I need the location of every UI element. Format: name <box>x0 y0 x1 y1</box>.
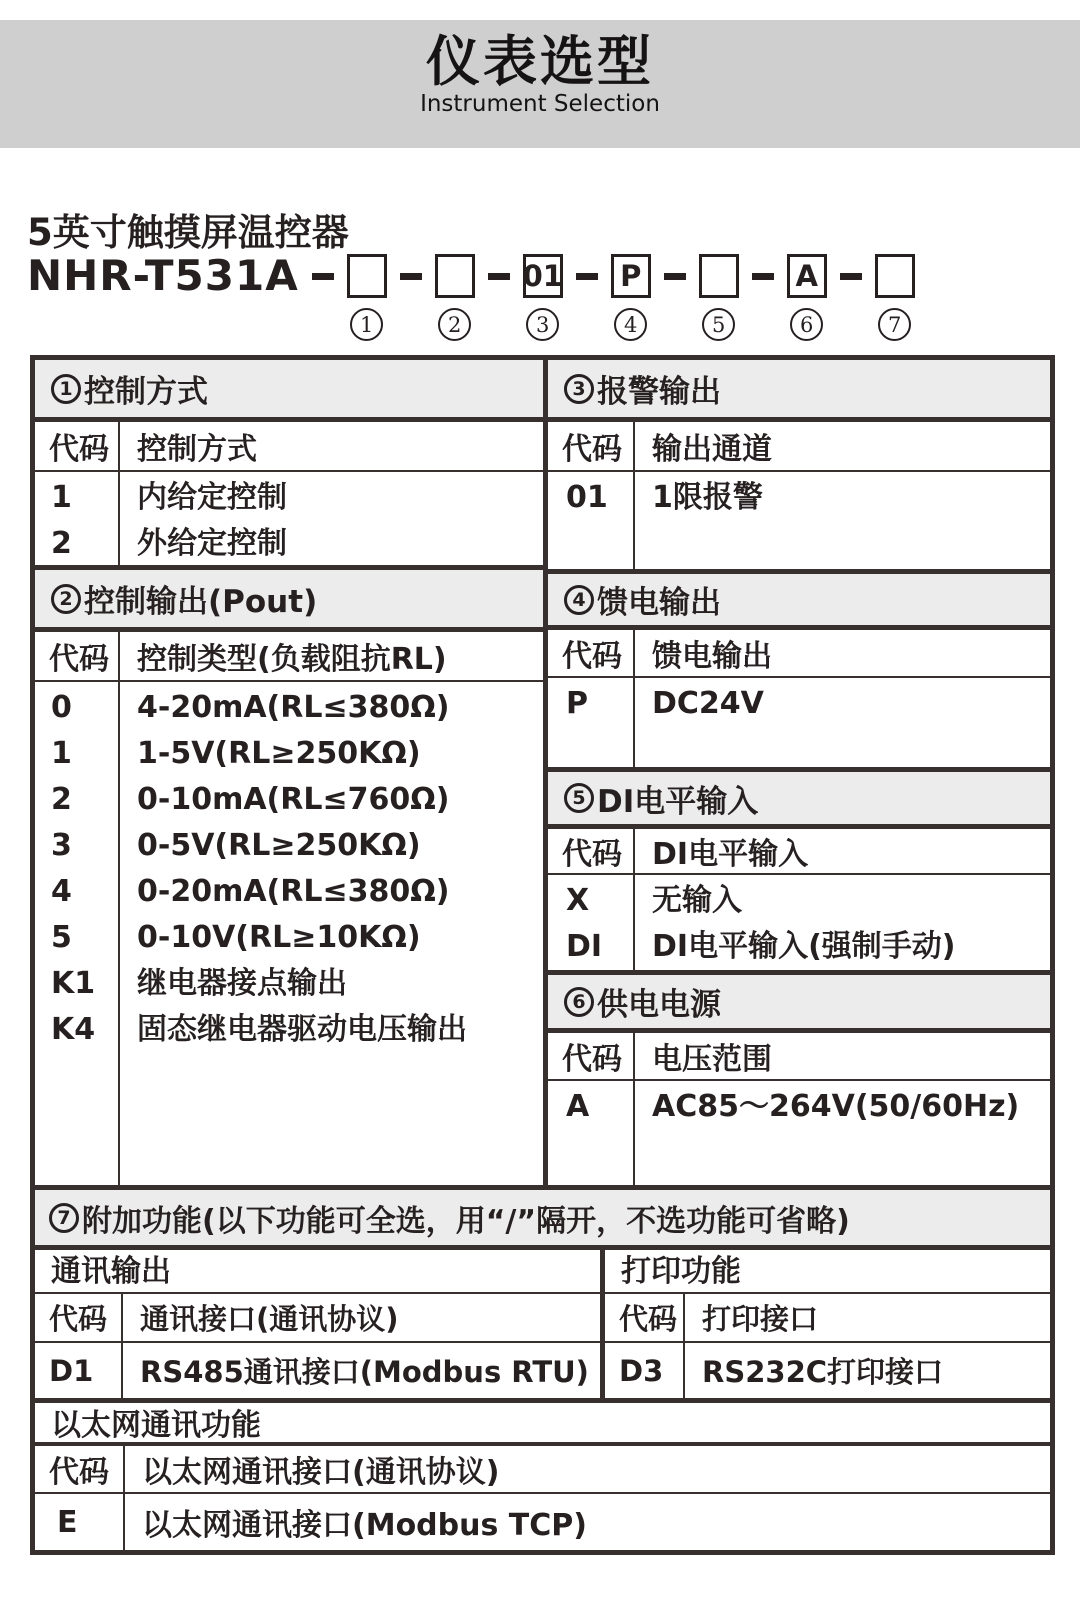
desc-cell: 固态继电器驱动电压输出 <box>137 1012 467 1047</box>
code-column-header: 代码 <box>548 829 635 873</box>
column-header-row <box>605 1294 1050 1343</box>
circled-number: 3 <box>564 374 594 404</box>
circled-number: 7 <box>49 1203 79 1233</box>
code-cell: 2 <box>51 526 72 561</box>
model-code-box: P <box>611 254 651 298</box>
code-cell: 5 <box>51 920 72 955</box>
model-slot-4 <box>611 254 651 341</box>
code-cells <box>548 472 635 569</box>
column-header-row <box>548 829 1050 875</box>
right-column <box>548 360 1050 1185</box>
section-header-control-output <box>35 570 543 632</box>
desc-cell: 4-20mA(RL≤380Ω) <box>137 690 450 725</box>
section-rows <box>35 1494 1050 1550</box>
code-cell: K1 <box>51 966 96 1001</box>
model-slot-1 <box>347 254 387 341</box>
section-header-di-input <box>548 772 1050 829</box>
desc-cell: DC24V <box>652 686 764 721</box>
section-header-power-supply <box>548 975 1050 1033</box>
desc-cells <box>120 472 543 565</box>
code-cell: P <box>566 686 588 721</box>
position-marker: 3 <box>526 308 559 341</box>
column-header-row <box>548 422 1050 472</box>
dash-separator <box>752 273 774 280</box>
desc-column-header: 输出通道 <box>652 432 772 467</box>
page-subtitle: Instrument Selection <box>420 91 660 118</box>
dash-separator <box>664 273 686 280</box>
position-marker: 2 <box>438 308 471 341</box>
code-column-header: 代码 <box>548 422 635 470</box>
section-header-control-mode <box>35 360 543 422</box>
model-code-box <box>699 254 739 298</box>
section-header-alarm-output <box>548 360 1050 422</box>
code-column-header: 代码 <box>35 422 120 470</box>
code-cell: E <box>35 1494 125 1550</box>
code-cells <box>548 678 635 767</box>
code-cells <box>548 875 635 970</box>
section-rows <box>35 682 543 1185</box>
section-rows <box>548 472 1050 574</box>
position-marker: 1 <box>350 308 383 341</box>
code-column-header: 代码 <box>548 1033 635 1079</box>
product-name: 5英寸触摸屏温控器 <box>27 211 349 254</box>
column-header-row <box>548 1033 1050 1081</box>
model-slot-6 <box>787 254 827 341</box>
section-title: 附加功能(以下功能可全选，用“/”隔开，不选功能可省略) <box>82 1203 850 1239</box>
code-cells <box>548 1081 635 1185</box>
code-cell: 3 <box>51 828 72 863</box>
code-cell: K4 <box>51 1012 96 1047</box>
code-cell: D1 <box>35 1343 123 1398</box>
desc-cell: DI电平输入(强制手动) <box>652 929 956 964</box>
desc-cell: 内给定控制 <box>137 480 287 515</box>
model-slot-2 <box>435 254 475 341</box>
group-title: 通讯输出 <box>35 1250 600 1294</box>
section-title: 报警输出 <box>597 374 721 410</box>
code-cell: 1 <box>51 480 72 515</box>
model-slot-5 <box>699 254 739 341</box>
desc-cells <box>635 472 1050 569</box>
print-function-block <box>605 1250 1050 1398</box>
desc-cells <box>120 682 543 1185</box>
column-header-row <box>548 630 1050 678</box>
section-header-feed-output <box>548 574 1050 630</box>
code-column-header: 代码 <box>35 1294 123 1341</box>
group-title: 打印功能 <box>605 1250 1050 1294</box>
section-title: 控制输出(Pout) <box>84 584 318 620</box>
dash-separator <box>576 273 598 280</box>
desc-cell: 1-5V(RL≥250KΩ) <box>137 736 421 771</box>
model-code-box: A <box>787 254 827 298</box>
code-cell: 4 <box>51 874 72 909</box>
desc-cell: RS485通讯接口(Modbus RTU) <box>140 1355 589 1389</box>
dash-separator <box>312 273 334 280</box>
desc-column-header: 电压范围 <box>652 1042 772 1077</box>
selection-table <box>30 355 1055 1555</box>
desc-cells <box>635 678 1050 767</box>
desc-cell: 0-10mA(RL≤760Ω) <box>137 782 450 817</box>
code-cell: 0 <box>51 690 72 725</box>
position-marker: 6 <box>790 308 823 341</box>
circled-number: 5 <box>564 783 594 813</box>
desc-column-header: DI电平输入 <box>652 837 809 872</box>
model-prefix: NHR-T531A <box>27 251 299 300</box>
code-cell: X <box>566 883 590 918</box>
left-column <box>35 360 548 1185</box>
model-code-box <box>435 254 475 298</box>
desc-column-header: 通讯接口(通讯协议) <box>140 1302 399 1336</box>
model-slot-7 <box>875 254 915 341</box>
section-title: 控制方式 <box>84 374 208 410</box>
dash-separator <box>488 273 510 280</box>
circled-number: 6 <box>564 987 594 1017</box>
desc-cell: 0-5V(RL≥250KΩ) <box>137 828 421 863</box>
dash-separator <box>840 273 862 280</box>
circled-number: 1 <box>51 374 81 404</box>
column-header-row <box>35 1294 600 1343</box>
model-code-box <box>875 254 915 298</box>
section-rows <box>35 1343 600 1398</box>
code-column-header: 代码 <box>548 630 635 676</box>
code-column-header: 代码 <box>35 1446 125 1492</box>
code-cell: A <box>566 1089 590 1124</box>
desc-cell: 继电器接点输出 <box>137 966 347 1001</box>
desc-column-header: 控制方式 <box>137 432 257 467</box>
position-marker: 7 <box>878 308 911 341</box>
code-cell: 1 <box>51 736 72 771</box>
column-header-row <box>35 1446 1050 1494</box>
table-upper-area <box>35 360 1050 1185</box>
title-banner <box>0 20 1080 148</box>
code-cell: 01 <box>566 480 608 515</box>
ethernet-group-title: 以太网通讯功能 <box>35 1398 1050 1446</box>
comm-output-block <box>35 1250 605 1398</box>
model-slot-3 <box>523 254 563 341</box>
desc-cell: RS232C打印接口 <box>702 1355 944 1389</box>
section-title: 供电电源 <box>597 987 721 1023</box>
desc-cell: 外给定控制 <box>137 526 287 561</box>
code-column-header: 代码 <box>605 1294 685 1341</box>
desc-column-header: 以太网通讯接口(通讯协议) <box>142 1455 500 1490</box>
section-rows <box>548 678 1050 772</box>
desc-cell: 0-20mA(RL≤380Ω) <box>137 874 450 909</box>
desc-cell: 0-10V(RL≥10KΩ) <box>137 920 421 955</box>
section-rows <box>548 1081 1050 1185</box>
position-marker: 5 <box>702 308 735 341</box>
model-code-box <box>347 254 387 298</box>
code-cell: DI <box>566 929 603 964</box>
desc-cell: 1限报警 <box>652 480 763 515</box>
section-header-additional-functions <box>35 1185 1050 1250</box>
desc-cell: AC85～264V(50/60Hz) <box>652 1089 1020 1124</box>
page-title: 仪表选型 <box>426 30 654 93</box>
column-header-row <box>35 632 543 682</box>
circled-number: 2 <box>51 584 81 614</box>
desc-cells <box>635 875 1050 970</box>
circled-number: 4 <box>564 585 594 615</box>
code-cells <box>35 682 120 1185</box>
desc-cells <box>635 1081 1050 1185</box>
model-code-line <box>27 251 915 341</box>
dash-separator <box>400 273 422 280</box>
column-header-row <box>35 422 543 472</box>
additional-functions-columns <box>35 1250 1050 1398</box>
code-column-header: 代码 <box>35 632 120 680</box>
desc-cell: 以太网通讯接口(Modbus TCP) <box>142 1508 587 1543</box>
desc-column-header: 控制类型(负载阻抗RL) <box>137 642 447 677</box>
code-cell: 2 <box>51 782 72 817</box>
section-rows <box>35 472 543 570</box>
section-rows <box>605 1343 1050 1398</box>
section-rows <box>548 875 1050 975</box>
desc-column-header: 馈电输出 <box>652 639 772 674</box>
code-cells <box>35 472 120 565</box>
desc-cell: 无输入 <box>652 883 742 918</box>
desc-column-header: 打印接口 <box>702 1302 819 1336</box>
section-title: DI电平输入 <box>597 783 759 820</box>
section-title: 馈电输出 <box>597 585 721 621</box>
code-cell: D3 <box>605 1343 685 1398</box>
model-code-box: 01 <box>523 254 563 298</box>
position-marker: 4 <box>614 308 647 341</box>
